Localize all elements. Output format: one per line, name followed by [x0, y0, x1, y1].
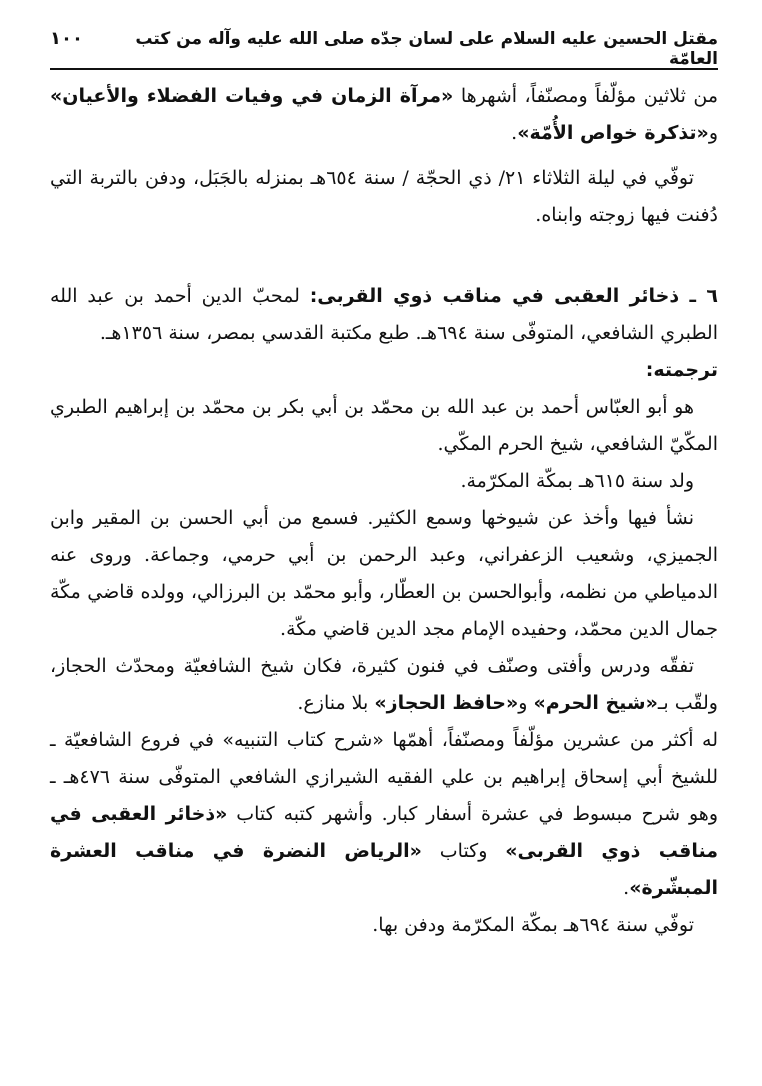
- bio-paragraph: هو أبو العبّاس أحمد بن عبد الله بن محمّد بن أبي بكر بن محمّد بن إبراهيم الطبري المكّيّ الشافعي، شيخ الحرم المكّي.: [50, 396, 718, 455]
- page-header: [50, 28, 718, 70]
- work-title: «تذكرة خواص الأُمّة»: [517, 122, 709, 144]
- work-title: «ذخائر العقبى في مناقب ذوي القربى»: [50, 803, 718, 862]
- work-title: «الرياض النضرة في مناقب العشرة المبشّرة»: [50, 840, 718, 899]
- paragraph-works: من ثلاثين مؤلّفاً ومصنّفاً، أشهرها «مرآة الزمان في وفيات الفضلاء والأعيان» و«تذكرة خواص الأُمّة».: [50, 85, 718, 144]
- bio-paragraph: تفقّه ودرس وأفتى وصنّف في فنون كثيرة، فكان شيخ الشافعيّة ومحدّث الحجاز، ولقّب بـ«شيخ الحرم» و«حافظ الحجاز» بلا منازع.: [50, 655, 718, 714]
- entry-description: لمحبّ الدين أحمد بن عبد الله الطبري الشافعي، المتوفّى سنة ٦٩٤هـ. طبع مكتبة القدسي بمصر، سنة ١٣٥٦هـ.: [50, 285, 718, 344]
- paragraph-death: توفّي في ليلة الثلاثاء ٢١/ ذي الحجّة / سنة ٦٥٤هـ بمنزله بالجَبَل، ودفن بالتربة التي دُفنت فيها زوجته وابناه.: [50, 167, 718, 226]
- book-page: [50, 28, 718, 944]
- page-body: [50, 78, 718, 944]
- title-label: «حافظ الحجاز»: [374, 692, 519, 714]
- work-title: «شرح كتاب التنبيه»: [222, 729, 384, 751]
- work-title: «مرآة الزمان في وفيات الفضلاء والأعيان»: [50, 85, 454, 107]
- page-number: ١٠٠: [50, 28, 83, 49]
- bio-paragraph: نشأ فيها وأخذ عن شيوخها وسمع الكثير. فسمع من أبي الحسن بن المقير وابن الجميزي، وشعيب الزعفراني، وعبد الرحمن بن أبي حرمي، وجماعة. وروى عنه الدمياطي من نظمه، وأبوالحسن بن العطّار، وأبو محمّد بن البرزالي، وولده قاضي مكّة جمال الدين محمّد، وحفيده الإمام مجد الدين قاضي مكّة.: [50, 507, 718, 640]
- entry-title: ٦ ـ ذخائر العقبى في مناقب ذوي القربى:: [309, 285, 719, 307]
- biography-heading: ترجمته:: [645, 359, 718, 381]
- book-entry: [50, 278, 718, 352]
- bio-paragraph: ولد سنة ٦١٥هـ بمكّة المكرّمة.: [460, 470, 694, 492]
- running-title: مقتل الحسين عليه السلام على لسان جدّه صلى الله عليه وآله من كتب العامّة: [135, 29, 718, 69]
- title-label: «شيخ الحرم»: [533, 692, 658, 714]
- bio-paragraph: له أكثر من عشرين مؤلّفاً ومصنّفاً، أهمّها «شرح كتاب التنبيه» في فروع الشافعيّة ـ للشيخ أبي إسحاق إبراهيم بن علي الفقيه الشيرازي الشافعي المتوفّى سنة ٤٧٦هـ ـ وهو شرح مبسوط في عشرة أسفار كبار. وأشهر كتبه كتاب «ذخائر العقبى في مناقب ذوي القربى» وكتاب «الرياض النضرة في مناقب العشرة المبشّرة».: [50, 729, 718, 899]
- bio-paragraph: توفّي سنة ٦٩٤هـ بمكّة المكرّمة ودفن بها.: [372, 914, 694, 936]
